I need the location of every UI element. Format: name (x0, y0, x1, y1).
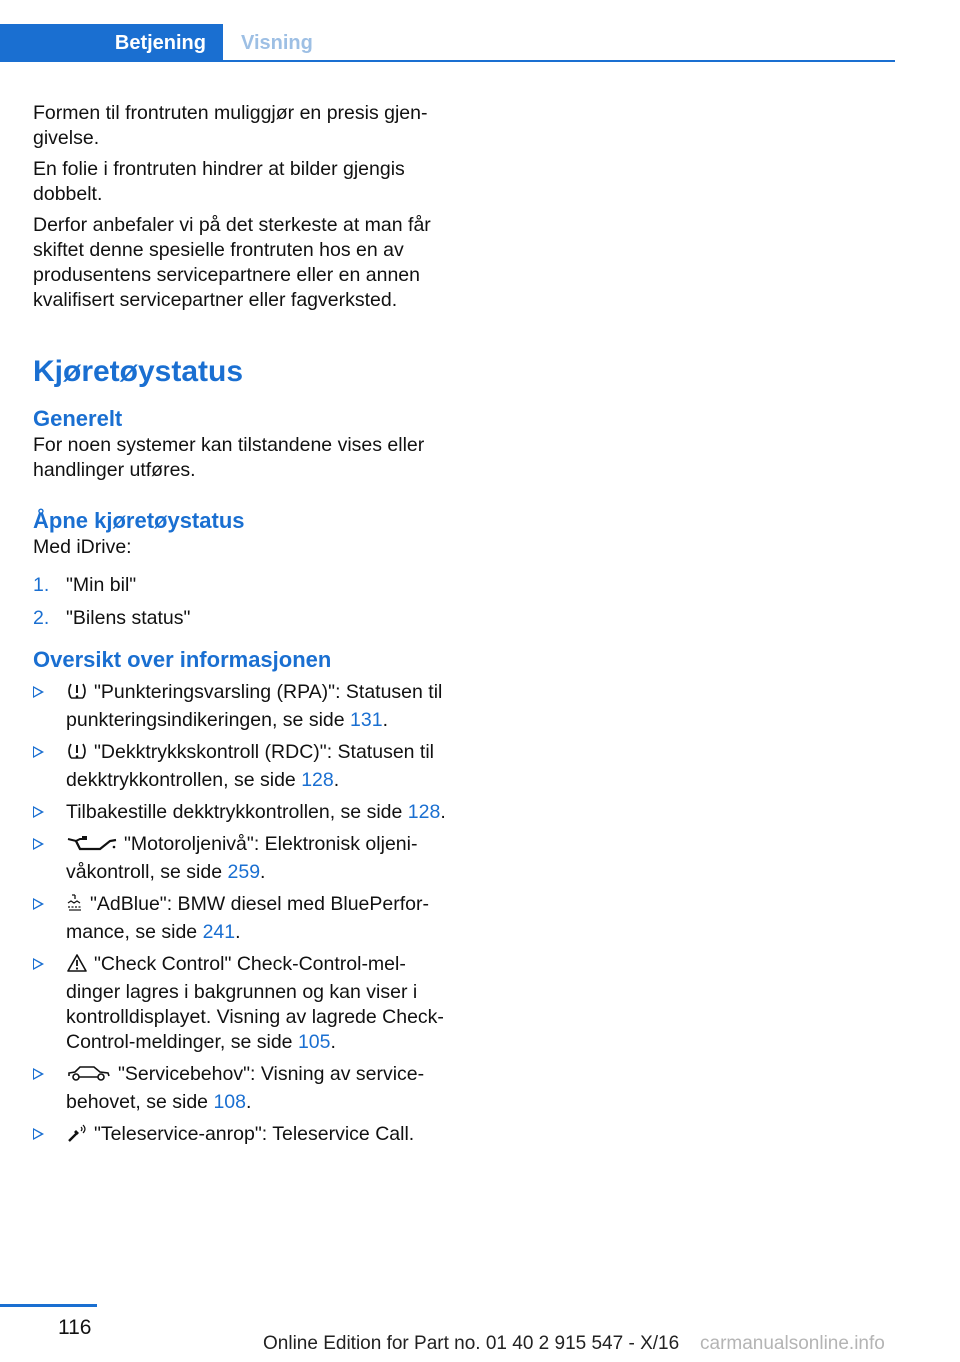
item-end: . (330, 1031, 336, 1053)
item-text: "Servicebehov": Visning av service-behovet, se side (66, 1063, 425, 1113)
page-link-259[interactable]: 259 (227, 861, 261, 883)
tab-visning-label: Visning (241, 32, 313, 54)
item-end: . (245, 1091, 252, 1113)
tab-betjening-label: Betjening (114, 31, 206, 54)
step-item (33, 573, 448, 598)
step-text: "Bilens status" (66, 607, 191, 629)
list-item (33, 740, 448, 793)
page-link-128[interactable]: 128 (301, 769, 334, 791)
intro-paragraph-1: Formen til frontruten muliggjør en presis gjen-givelse. (33, 102, 428, 149)
bullet-triangle-icon (33, 1128, 44, 1140)
item-text: "Dekktrykkskontroll (RDC)": Statusen til dekktrykkontrollen, se side (66, 741, 435, 791)
general-heading: Generelt (33, 406, 123, 431)
footer-rule (0, 1304, 97, 1307)
intro-paragraph-2: En folie i frontruten hindrer at bilder gjengis dobbelt. (33, 158, 405, 205)
list-item (33, 952, 448, 1055)
page-number: 116 (58, 1316, 92, 1339)
bullet-triangle-icon (33, 1068, 44, 1080)
item-text: "AdBlue": BMW diesel med BluePerfor-mance, se side (66, 893, 429, 943)
overview-list (33, 680, 448, 1150)
bullet-triangle-icon (33, 746, 44, 758)
page-link-131[interactable]: 131 (350, 709, 383, 731)
section-title: Kjøretøystatus (33, 355, 244, 388)
step-text: "Min bil" (66, 574, 137, 596)
intro-paragraph-3: Derfor anbefaler vi på det sterkeste at man får skiftet denne spesielle frontruten hos en av produsentens servicepartnere eller en annen kvalifisert servicepartner eller fagverksted. (33, 214, 431, 311)
general-text: For noen systemer kan tilstandene vises eller handlinger utføres. (33, 434, 425, 481)
overview-heading: Oversikt over informasjonen (33, 647, 332, 672)
bullet-triangle-icon (33, 838, 44, 850)
list-item (33, 832, 448, 885)
item-text: Tilbakestille dekktrykkontrollen, se side (66, 801, 408, 823)
open-status-text: Med iDrive: (33, 536, 132, 558)
page-link-241[interactable]: 241 (202, 921, 236, 943)
page-link-105[interactable]: 105 (297, 1031, 331, 1053)
bullet-triangle-icon (33, 898, 44, 910)
item-text: "Punkteringsvarsling (RPA)": Statusen til punkteringsindikeringen, se side (66, 681, 443, 731)
page-content (33, 101, 448, 1157)
open-status-heading: Åpne kjøretøystatus (33, 508, 245, 533)
watermark: carmanualsonline.info (700, 1333, 885, 1354)
header-rule (0, 60, 895, 62)
steps-list (33, 573, 448, 631)
item-text: "Teleservice-anrop": Teleservice Call. (94, 1123, 415, 1145)
oil-can-icon (66, 833, 118, 860)
list-item (33, 680, 448, 733)
bullet-triangle-icon (33, 686, 44, 698)
warning-triangle-icon (66, 953, 88, 980)
item-text: "Motoroljenivå": Elektronisk oljeni-våkontroll, se side (66, 833, 418, 883)
list-item (33, 800, 448, 825)
item-end: . (260, 861, 266, 883)
item-end: . (235, 921, 241, 943)
car-service-icon (66, 1063, 112, 1090)
tab-visning[interactable] (241, 24, 313, 60)
list-item (33, 1062, 448, 1115)
step-number: 2. (33, 607, 50, 629)
page-link-128[interactable]: 128 (407, 801, 441, 823)
tab-betjening[interactable] (0, 24, 223, 62)
edition-text: Online Edition for Part no. 01 40 2 915 547 - X/16 (263, 1333, 680, 1354)
list-item (33, 1122, 448, 1150)
item-text: "Check Control" Check-Control-mel-dinger lagres i bakgrunnen og kan viser i kontrolldisplayet. Visning av lagrede Check-Control-meldinger, se side (66, 953, 444, 1053)
item-end: . (333, 769, 340, 791)
tire-warning-icon (66, 681, 88, 708)
step-number: 1. (33, 574, 50, 596)
step-item (33, 606, 448, 631)
item-end: . (440, 801, 446, 823)
bullet-triangle-icon (33, 958, 44, 970)
adblue-icon (66, 893, 84, 920)
bullet-triangle-icon (33, 806, 44, 818)
wrench-signal-icon (66, 1123, 88, 1150)
list-item (33, 892, 448, 945)
page-link-108[interactable]: 108 (213, 1091, 246, 1113)
item-end: . (382, 709, 388, 731)
tire-warning-icon (66, 741, 88, 768)
header-tabs (0, 24, 895, 62)
